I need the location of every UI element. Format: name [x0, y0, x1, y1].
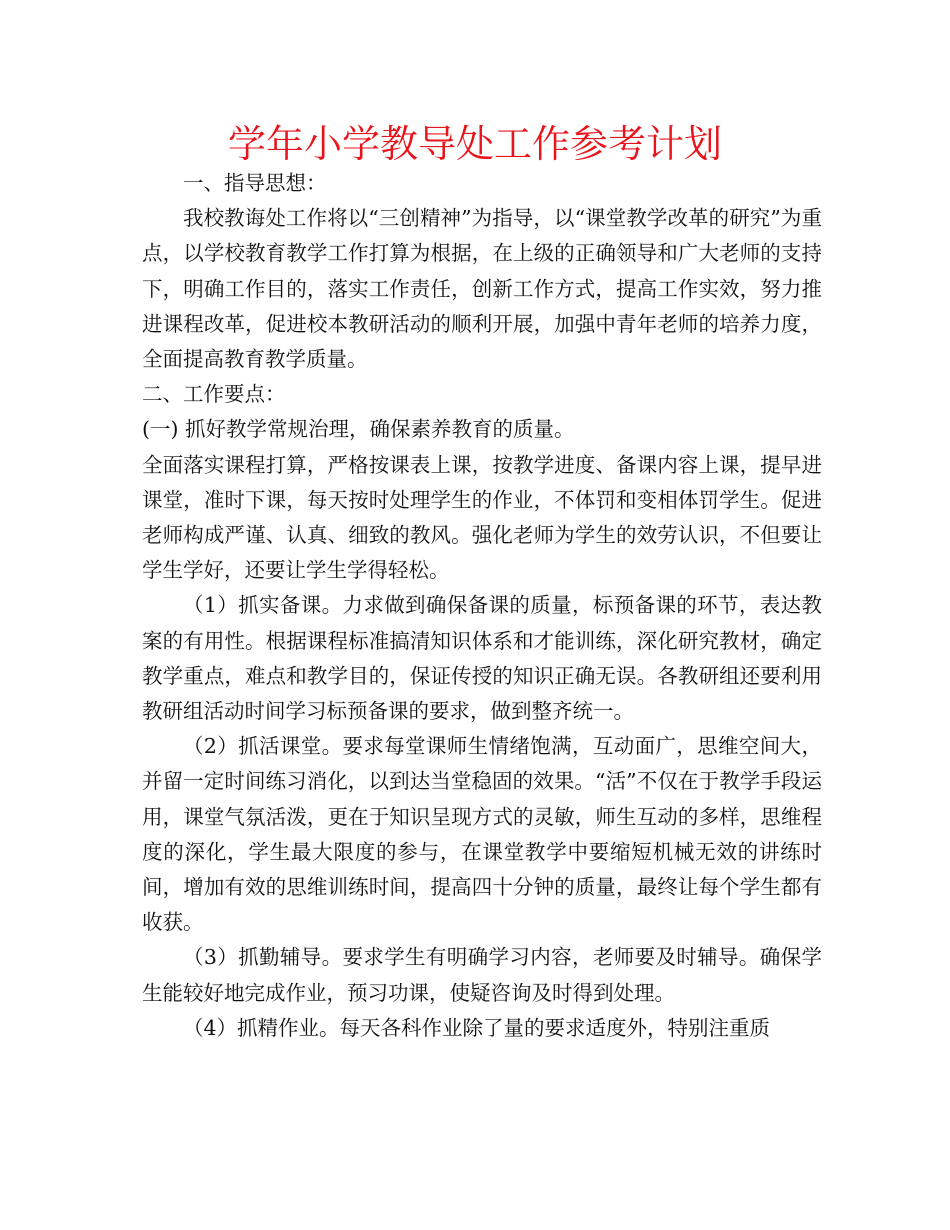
point-heading-teaching-routine: (一) 抓好教学常规治理，确保素养教育的质量。: [142, 417, 575, 442]
document-body: [142, 166, 822, 1046]
paragraph-lesson-preparation: （1）抓实备课。力求做到确保备课的质量，标预备课的环节，表达教案的有用性。根据课程标准搞清知识体系和才能训练，深化研究教材，确定教学重点，难点和教学目的，保证传授的知识正确无误。各教研组还要利用教研组活动时间学习标预备课的要求，做到整齐统一。: [142, 593, 822, 724]
paragraph-homework: （4）抓精作业。每天各科作业除了量的要求适度外，特别注重质: [183, 1015, 771, 1040]
paragraph-guiding-ideology: 我校教诲处工作将以“三创精神”为指导，以“课堂教学改革的研究”为重点，以学校教育教学工作打算为根据，在上级的正确领导和广大老师的支持下，明确工作目的，落实工作责任，创新工作方式，提高工作实效，努力推进课程改革，促进校本教研活动的顺利开展，加强中青年老师的培养力度，全面提高教育教学质量。: [142, 206, 822, 372]
paragraph-teaching-routine: 全面落实课程打算，严格按课表上课，按教学进度、备课内容上课，提早进课堂，准时下课，每天按时处理学生的作业，不体罚和变相体罚学生。促进老师构成严谨、认真、细致的教风。强化老师为学生的效劳认识，不但要让学生学好，还要让学生学得轻松。: [142, 452, 822, 583]
document-title: 学年小学教导处工作参考计划: [227, 122, 722, 166]
paragraph-active-classroom: （2）抓活课堂。要求每堂课师生情绪饱满，互动面广，思维空间大，并留一定时间练习消化，以到达当堂稳固的效果。“活”不仅在于教学手段运用，课堂气氛活泼，更在于知识呈现方式的灵敏，师生互动的多样，思维程度的深化，学生最大限度的参与，在课堂教学中要缩短机械无效的讲练时间，增加有效的思维训练时间，提高四十分钟的质量，最终让每个学生都有收获。: [142, 734, 822, 935]
paragraph-tutoring: （3）抓勤辅导。要求学生有明确学习内容，老师要及时辅导。确保学生能较好地完成作业，预习功课，使疑咨询及时得到处理。: [142, 945, 822, 1005]
section-heading-guiding-ideology: 一、指导思想：: [183, 171, 327, 195]
section-heading-work-points: 二、工作要点：: [142, 382, 286, 407]
